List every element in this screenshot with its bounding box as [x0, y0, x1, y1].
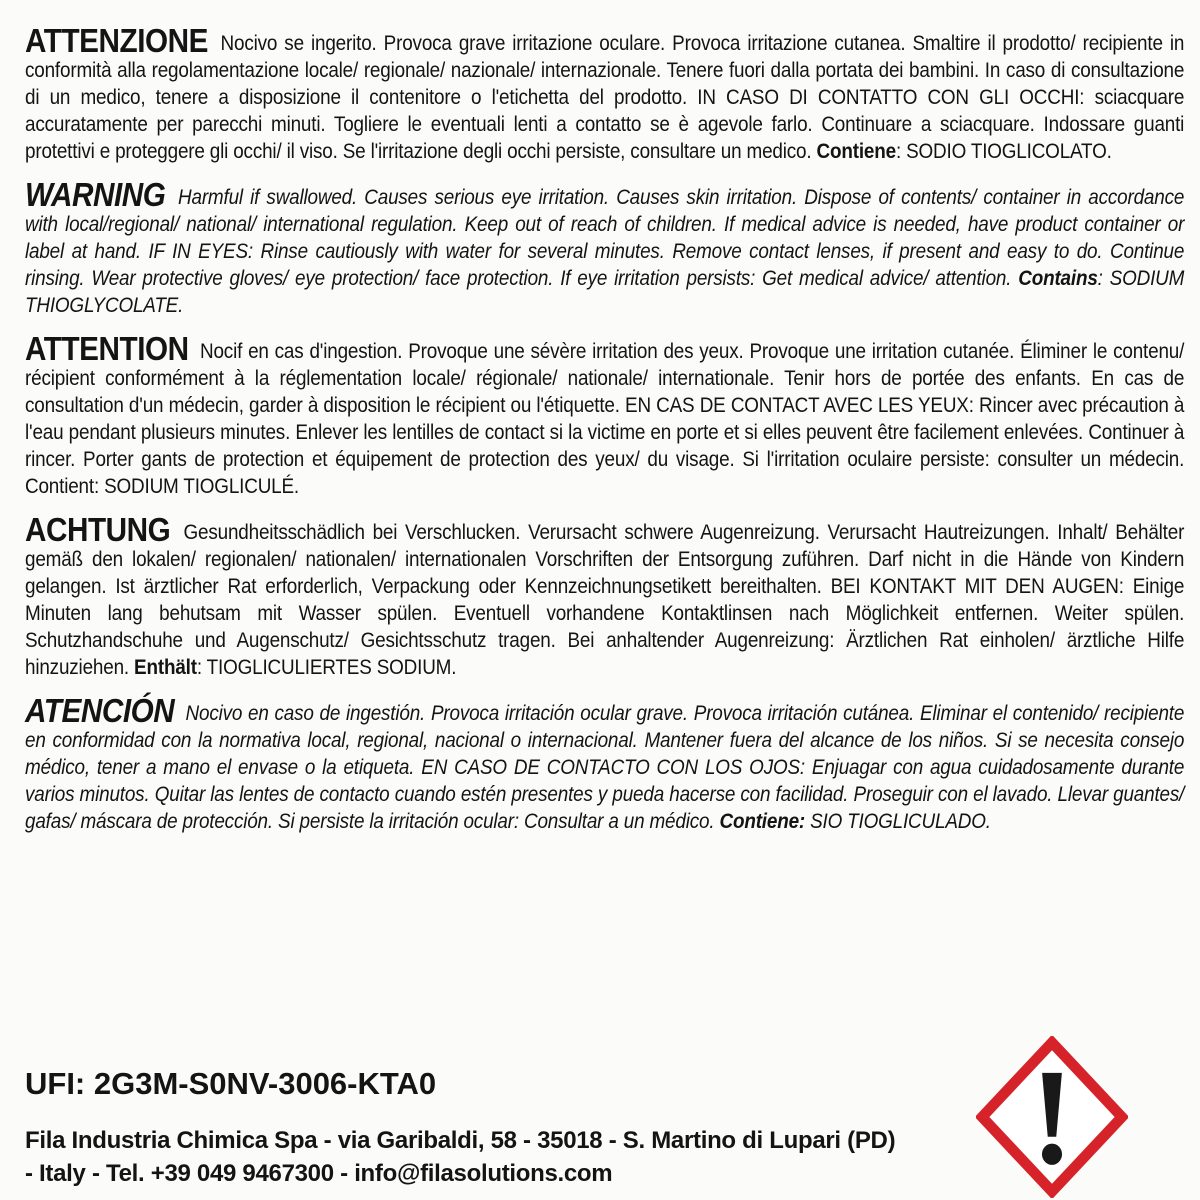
hazard-paragraph-spanish [25, 694, 1184, 835]
company-address-line2: - Italy - Tel. +39 049 9467300 - info@filasolutions.com [25, 1160, 613, 1187]
company-address-line1: Fila Industria Chimica Spa - via Garibaldi, 58 - 35018 - S. Martino di Lupari (PD) [25, 1127, 896, 1154]
hazard-paragraph-german [25, 513, 1184, 681]
ufi-code: UFI: 2G3M-S0NV-3006-KTA0 [25, 1066, 437, 1101]
hazard-paragraph-french [25, 332, 1184, 500]
hazard-text-french: Nocif en cas d'ingestion. Provoque une sévère irritation des yeux. Provoque une irritation cutanée. Éliminer le contenu/ récipient conformément à la réglementation locale/ régionale/ nationale/ internationale. Tenir hors de portée des enfants. En cas de consultation d'un médecin, garder à disposition le récipient ou l'étiquette. EN CAS DE CONTACT AVEC LES YEUX: Rincer avec précaution à l'eau pendant plusieurs minutes. Enlever les lentilles de contact si la victime en porte et si elles peuvent être facilement enlevées. Continuer à rincer. Porter gants de protection et équipement de protection des yeux/ du visage. Si l'irritation oculaire persiste: consulter un médecin. [25, 340, 1185, 471]
contains-label-spanish: Contiene: [719, 810, 806, 833]
contains-value-spanish: SIO TIOGLICULADO. [805, 810, 991, 833]
hazard-text-german: Gesundheitsschädlich bei Verschlucken. Verursacht schwere Augenreizung. Verursacht Hautreizungen. Inhalt/ Behälter gemäß den lokalen/ regionalen/ nationalen/ internationalen Vorschriften der Entsorgung zuführen. Darf nicht in die Hände von Kindern gelangen. Ist ärztlicher Rat erforderlich, Verpackung oder Kennzeichnungsetikett bereithalten. BEI KONTAKT MIT DEN AUGEN: Einige Minuten lang behutsam mit Wasser spülen. Eventuell vorhandene Kontaktlinsen nach Möglichkeit entfernen. Weiter spülen. Schutzhandschuhe und Augenschutz/ Gesichtsschutz tragen. Bei anhaltender Augenreizung: Ärztlichen Rat einholen/ ärztliche Hilfe hinzuziehen. [25, 521, 1185, 679]
contains-value-french: : SODIUM TIOGLICULÉ. [93, 475, 300, 498]
contains-label-italian: Contiene [816, 140, 896, 163]
hazard-text-italian: Nocivo se ingerito. Provoca grave irritazione oculare. Provoca irritazione cutanea. Smaltire il prodotto/ recipiente in conformità alla regolamentazione locale/ regionale/ nazionale/ internazionale. Tenere fuori dalla portata dei bambini. In caso di consultazione di un medico, tenere a disposizione il contenitore o l'etichetta del prodotto. IN CASO DI CONTATTO CON GLI OCCHI: sciacquare accuratamente per parecchi minuti. Togliere le eventuali lenti a contatto se è agevole farlo. Continuare a sciacquare. Indossare guanti protettivi e proteggere gli occhi/ il viso. Se l'irritazione degli occhi persiste, consultare un medico. [25, 32, 1185, 163]
contains-label-french: Contient [25, 475, 94, 498]
manufacturer-block [25, 1066, 985, 1190]
signal-word-italian: ATTENZIONE [25, 22, 209, 59]
hazard-text-spanish: Nocivo en caso de ingestión. Provoca irritación ocular grave. Provoca irritación cutánea. Eliminar el contenido/ recipiente en conformidad con la normativa local, regional, nacional o internacional. Mantener fuera del alcance de los niños. Si se necesita consejo médico, tener a mano el envase o la etiqueta. EN CASO DE CONTACTO CON LOS OJOS: Enjuagar con agua cuidadosamente durante varios minutos. Quitar las lentes de contacto cuando estén presentes y pueda hacerse con facilidad. Proseguir con el lavado. Llevar guantes/ gafas/ máscara de protección. Si persiste la irritación ocular: Consultar a un médico. [25, 702, 1185, 833]
contains-value-english: : SODIUM THIOGLYCOLATE. [25, 267, 1185, 317]
signal-word-french: ATTENTION [25, 330, 189, 367]
hazard-paragraph-italian [25, 24, 1184, 165]
signal-word-spanish: ATENCIÓN [25, 692, 175, 729]
contains-label-german: Enthält [134, 656, 197, 679]
contains-label-english: Contains [1018, 267, 1098, 290]
hazard-paragraph-english [25, 178, 1184, 319]
contains-value-italian: : SODIO TIOGLICOLATO. [895, 140, 1112, 163]
signal-word-english: WARNING [25, 176, 166, 213]
hazard-text-english: Harmful if swallowed. Causes serious eye irritation. Causes skin irritation. Dispose of contents/ container in accordance with local/regional/ national/ international regulation. Keep out of reach of children. If medical advice is needed, have product container or label at hand. IF IN EYES: Rinse cautiously with water for several minutes. Remove contact lenses, if present and easy to do. Continue rinsing. Wear protective gloves/ eye protection/ face protection. If eye irritation persists: Get medical advice/ attention. [25, 186, 1185, 290]
signal-word-german: ACHTUNG [25, 511, 171, 548]
contains-value-german: : TIOGLICULIERTES SODIUM. [196, 656, 457, 679]
hazard-statements [25, 24, 1184, 848]
ghs07-exclamation-pictogram-icon [976, 1036, 1128, 1198]
